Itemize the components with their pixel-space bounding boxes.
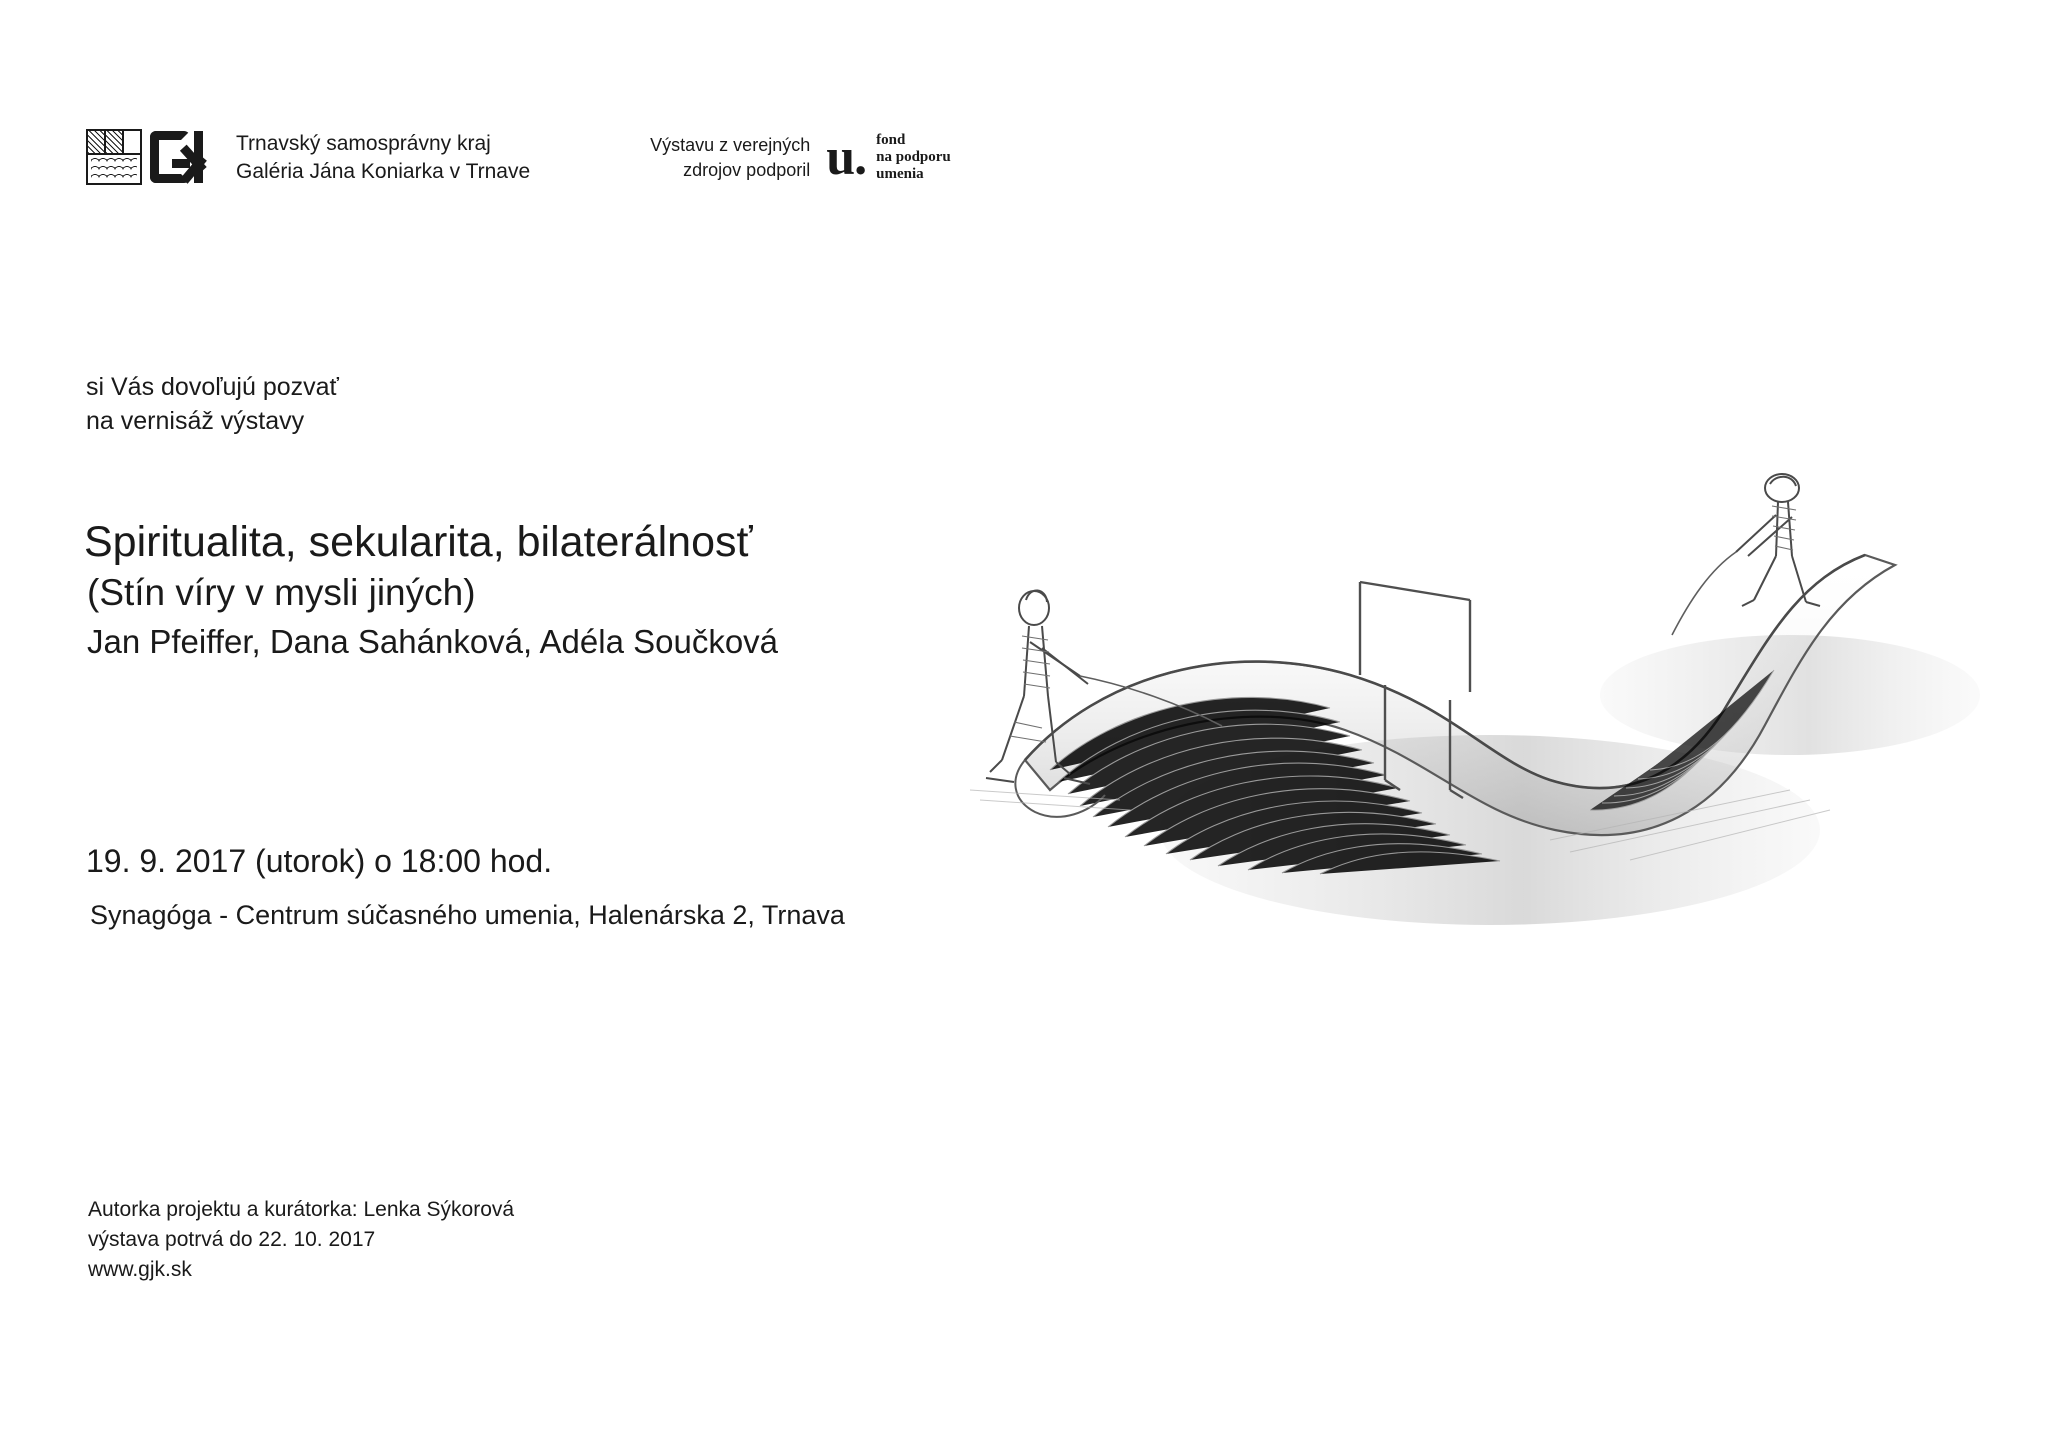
footer-info — [88, 1195, 514, 1285]
gallery-name-line2: Galéria Jána Koniarka v Trnave — [236, 160, 531, 183]
gallery-name-line1: Trnavský samosprávny kraj — [236, 132, 491, 155]
gallery-logo — [86, 128, 530, 186]
fpu-logo-line1: fond — [876, 132, 906, 148]
fpu-logo-text — [876, 132, 951, 183]
gallery-name — [236, 128, 530, 186]
invitation-text — [86, 370, 339, 438]
fund-support-block — [650, 128, 951, 186]
footer-duration: výstava potrvá do 22. 10. 2017 — [88, 1228, 376, 1251]
header-logos — [86, 128, 951, 186]
event-venue: Synagóga - Centrum súčasného umenia, Halenárska 2, Trnava — [90, 900, 845, 930]
footer-website: www.gjk.sk — [88, 1258, 192, 1281]
invitation-line1: si Vás dovoľujú pozvať — [86, 373, 339, 401]
coat-of-arms-icon — [86, 129, 142, 185]
footer-curator: Autorka projektu a kurátorka: Lenka Sýkorová — [88, 1198, 515, 1221]
invitation-line2: na vernisáž výstavy — [86, 407, 305, 435]
pencil-drawing-icon — [930, 460, 2000, 1020]
gjk-monogram-icon — [150, 129, 220, 185]
event-datetime: 19. 9. 2017 (utorok) o 18:00 hod. — [86, 843, 553, 879]
fund-support-text — [650, 133, 810, 183]
artwork-illustration — [930, 460, 2000, 1020]
page-title: Spiritualita, sekularita, bilaterálnosť — [84, 518, 753, 566]
fpu-logo-line3: umenia — [876, 166, 924, 182]
fund-support-line1: Výstavu z verejných — [650, 134, 811, 155]
fund-support-line2: zdrojov podporil — [683, 159, 811, 180]
exhibition-artists: Jan Pfeiffer, Dana Sahánková, Adéla Součková — [87, 623, 779, 660]
fpu-logo-line2: na podporu — [876, 149, 951, 165]
exhibition-subtitle: (Stín víry v mysli jiných) — [87, 572, 476, 613]
exhibition-title-block — [84, 515, 778, 665]
fpu-logo-letter: u. — [826, 128, 867, 186]
fpu-logo-icon — [826, 128, 951, 186]
